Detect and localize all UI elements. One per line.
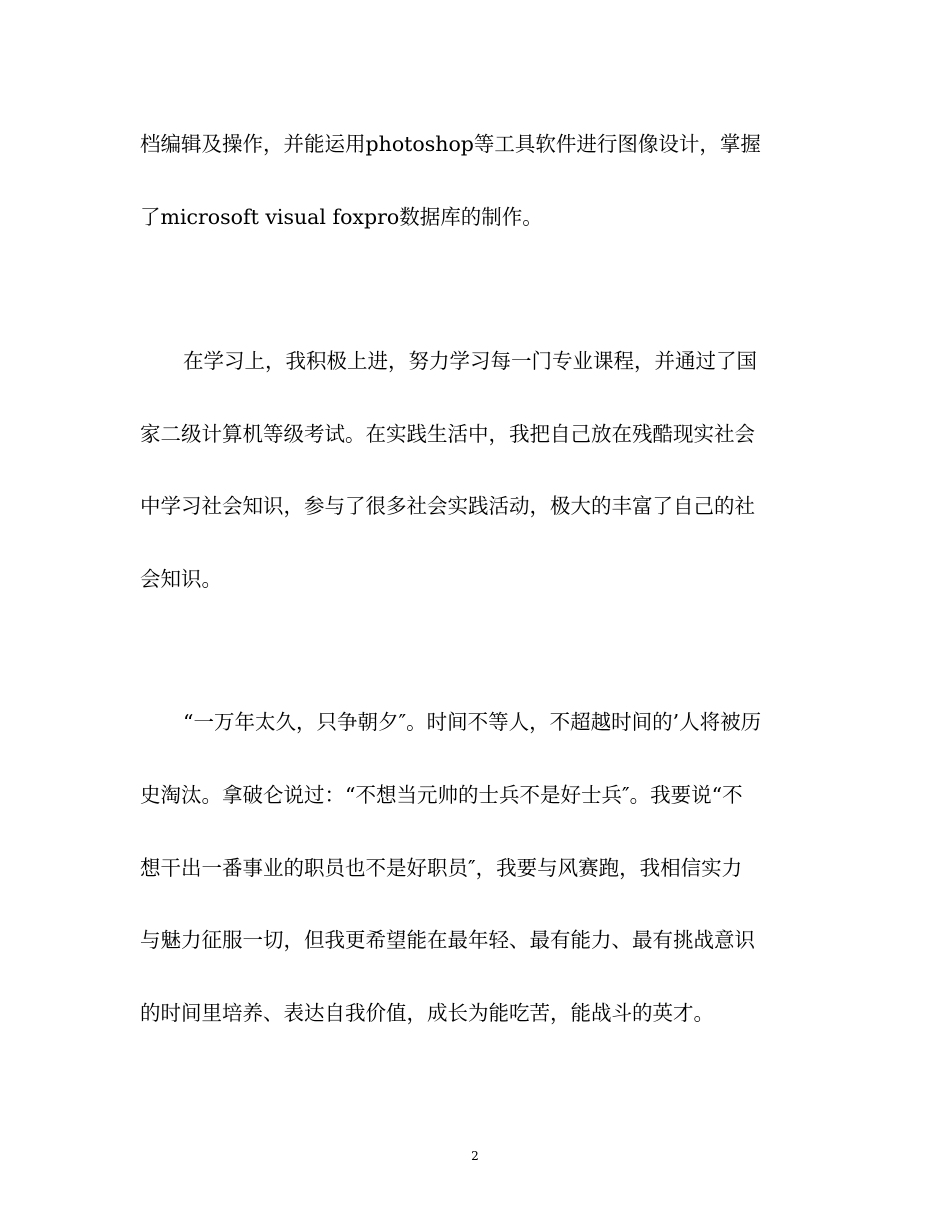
page-number: 2	[471, 1149, 479, 1163]
text-line: 的时间里培养、表达自我价值，成长为能吃苦，能战斗的英才。	[140, 1001, 714, 1025]
text-line: 了microsoft visual foxpro数据库的制作。	[140, 205, 543, 229]
text-line: 中学习社会知识，参与了很多社会实践活动，极大的丰富了自己的社	[140, 494, 755, 518]
text-line: 与魅力征服一切，但我更希望能在最年轻、最有能力、最有挑战意识	[140, 928, 755, 952]
text-line: 会知识。	[140, 567, 222, 591]
text-line: 在学习上，我积极上进，努力学习每一门专业课程，并通过了国	[183, 349, 757, 373]
text-line: 史淘汰。拿破仑说过：“不想当元帅的士兵不是好士兵″。我要说“不	[140, 783, 743, 807]
text-line: 想干出一番事业的职员也不是好职员″，我要与风赛跑，我相信实力	[140, 856, 743, 880]
text-line: 家二级计算机等级考试。在实践生活中，我把自己放在残酷现实社会	[140, 422, 755, 446]
text-line: “一万年太久，只争朝夕″。时间不等人，不超越时间的’人将被历	[183, 710, 762, 734]
text-line: 档编辑及操作，并能运用photoshop等工具软件进行图像设计，掌握	[140, 132, 761, 156]
